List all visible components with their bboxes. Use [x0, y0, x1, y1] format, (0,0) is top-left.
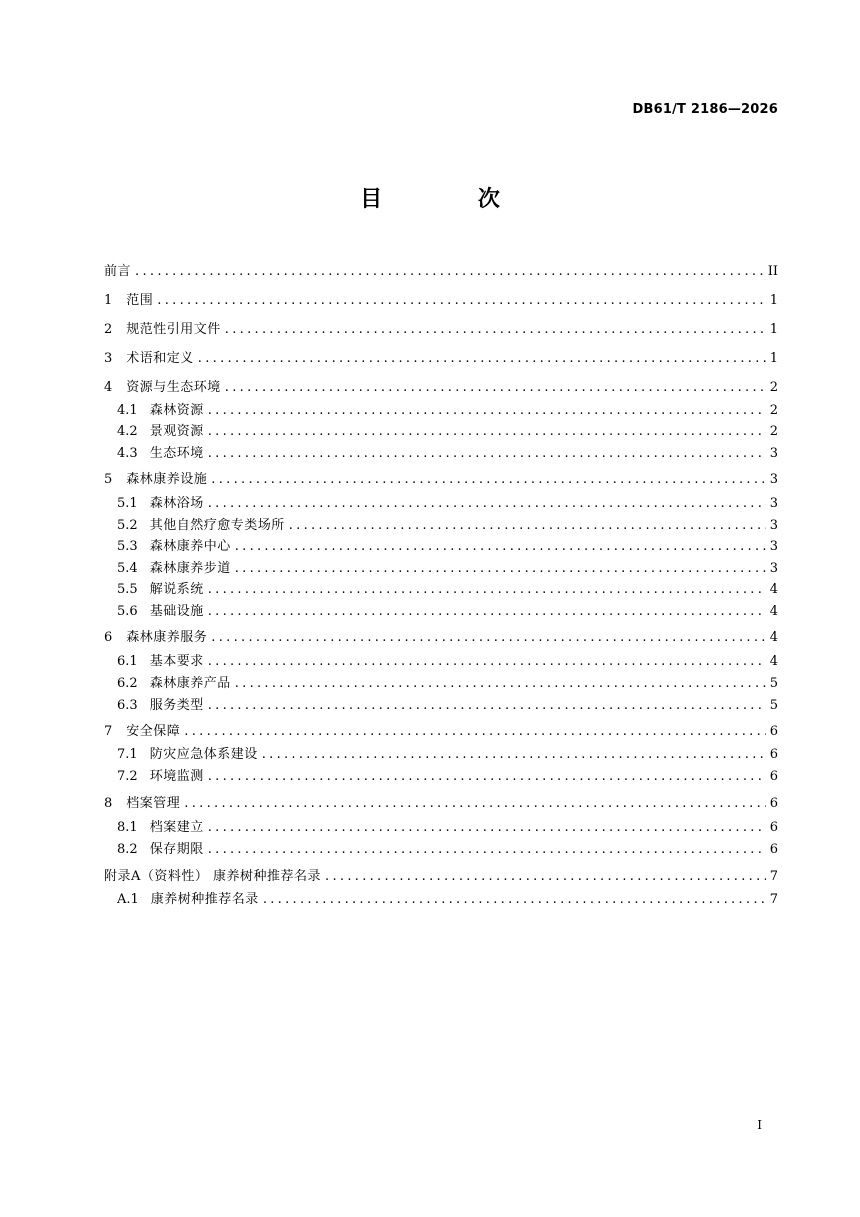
toc-entry-label: 解说系统: [149, 582, 204, 597]
toc-entry-label: 森林康养设施: [126, 472, 208, 487]
toc-entry[interactable]: [104, 470, 778, 490]
toc-entry-label: 基础设施: [149, 604, 204, 619]
toc-leader-dots: [135, 262, 764, 282]
toc-entry-page: 4: [769, 654, 778, 669]
toc-entry-number: 6: [104, 630, 113, 645]
toc-leader-dots: [263, 890, 766, 910]
toc-leader-dots: [208, 494, 766, 514]
toc-entry-number: 6.1: [117, 654, 138, 669]
toc-entry-label: 环境监测: [149, 769, 204, 784]
toc-entry[interactable]: [117, 401, 778, 421]
toc-leader-dots: [235, 537, 766, 557]
toc-entry-page: 1: [769, 322, 778, 337]
toc-entry-number: 6.2: [117, 676, 138, 691]
toc-entry-label: 森林康养步道: [149, 561, 231, 576]
toc-leader-dots: [208, 840, 766, 860]
toc-entry-label: 森林浴场: [149, 496, 204, 511]
toc-entry[interactable]: [104, 349, 778, 369]
toc-entry-page: 3: [769, 446, 778, 461]
toc-leader-dots: [235, 674, 766, 694]
toc-entry-number: 1: [104, 293, 113, 308]
toc-entry-number: 4: [104, 380, 113, 395]
toc-leader-dots: [208, 602, 766, 622]
toc-entry-number: 7: [104, 724, 113, 739]
page-number: I: [757, 1118, 762, 1132]
toc-entry-number: 4.1: [117, 403, 138, 418]
toc-leader-dots: [208, 422, 766, 442]
toc-entry-page: 3: [769, 518, 778, 533]
toc-leader-dots: [225, 320, 766, 340]
toc-entry-number: A.1: [117, 892, 139, 907]
toc-entry[interactable]: [104, 722, 778, 742]
toc-entry[interactable]: [117, 818, 778, 838]
toc-leader-dots: [208, 401, 766, 421]
toc-entry-page: II: [767, 264, 778, 279]
toc-leader-dots: [289, 516, 766, 536]
toc-entry-number: 7.1: [117, 747, 138, 762]
toc-entry-number: 5.4: [117, 561, 138, 576]
toc-entry[interactable]: [117, 580, 778, 600]
toc-entry-number: 8.2: [117, 842, 138, 857]
toc-entry[interactable]: [117, 602, 778, 622]
toc-entry[interactable]: [104, 867, 778, 887]
toc-entry-number: 4.3: [117, 446, 138, 461]
toc-entry-label: 康养树种推荐名录: [150, 892, 259, 907]
toc-entry-number: 5.6: [117, 604, 138, 619]
toc-leader-dots: [184, 794, 765, 814]
toc-entry-page: 2: [769, 403, 778, 418]
toc-entry-number: 4.2: [117, 424, 138, 439]
toc-entry-label: 档案管理: [126, 796, 181, 811]
toc-entry-number: 5.2: [117, 518, 138, 533]
toc-leader-dots: [235, 559, 766, 579]
toc-entry-number: 7.2: [117, 769, 138, 784]
toc-entry-label: 生态环境: [149, 446, 204, 461]
toc-entry-label: 附录A（资料性） 康养树种推荐名录: [104, 869, 322, 884]
toc-entry[interactable]: [117, 444, 778, 464]
toc-leader-dots: [184, 722, 765, 742]
toc-entry-page: 6: [769, 796, 778, 811]
toc-entry-label: 安全保障: [126, 724, 181, 739]
toc-entry-page: 2: [769, 424, 778, 439]
toc-entry-label: 服务类型: [149, 698, 204, 713]
toc-entry[interactable]: [117, 890, 778, 910]
toc-entry[interactable]: [117, 516, 778, 536]
toc-entry[interactable]: [104, 378, 778, 398]
toc-entry-label: 森林资源: [149, 403, 204, 418]
toc-entry-page: 5: [769, 676, 778, 691]
toc-leader-dots: [262, 745, 766, 765]
toc-entry[interactable]: [117, 767, 778, 787]
toc-entry-label: 资源与生态环境: [126, 380, 221, 395]
toc-entry-page: 4: [769, 630, 778, 645]
toc-entry[interactable]: [104, 628, 778, 648]
toc-entry[interactable]: [117, 652, 778, 672]
toc-entry-number: 5.3: [117, 539, 138, 554]
toc-entry-label: 森林康养服务: [126, 630, 208, 645]
toc-entry-number: 5: [104, 472, 113, 487]
toc-entry[interactable]: [117, 745, 778, 765]
toc-leader-dots: [211, 470, 765, 490]
toc-entry[interactable]: [104, 291, 778, 311]
toc-entry-number: 3: [104, 351, 113, 366]
toc-entry-page: 1: [769, 351, 778, 366]
toc-entry[interactable]: [104, 320, 778, 340]
toc-entry-label: 景观资源: [149, 424, 204, 439]
toc-entry-label: 其他自然疗愈专类场所: [149, 518, 285, 533]
toc-entry[interactable]: [117, 559, 778, 579]
toc-leader-dots: [208, 767, 766, 787]
toc-entry[interactable]: [117, 674, 778, 694]
toc-entry-label: 规范性引用文件: [126, 322, 221, 337]
toc-entry-number: 6.3: [117, 698, 138, 713]
toc-title: 目 次: [360, 187, 544, 212]
toc-entry-page: 4: [769, 582, 778, 597]
toc-leader-dots: [208, 696, 766, 716]
toc-entry-number: 5.1: [117, 496, 138, 511]
toc-entry-page: 3: [769, 496, 778, 511]
toc-leader-dots: [208, 444, 766, 464]
toc-entry-page: 1: [769, 293, 778, 308]
toc-entry[interactable]: [117, 840, 778, 860]
toc-entry-number: 2: [104, 322, 113, 337]
toc-entry-page: 7: [769, 869, 778, 884]
toc-entry-number: 5.5: [117, 582, 138, 597]
toc-entry-page: 6: [769, 769, 778, 784]
toc-leader-dots: [325, 867, 766, 887]
toc-leader-dots: [198, 349, 766, 369]
toc-entry[interactable]: [117, 422, 778, 442]
toc-leader-dots: [157, 291, 765, 311]
toc-leader-dots: [208, 580, 766, 600]
toc-leader-dots: [208, 818, 766, 838]
toc-entry[interactable]: [104, 262, 778, 282]
toc-entry-page: 2: [769, 380, 778, 395]
toc-entry-label: 防灾应急体系建设: [149, 747, 258, 762]
toc-entry-page: 6: [769, 820, 778, 835]
toc-entry-label: 森林康养产品: [149, 676, 231, 691]
toc-entry-page: 5: [769, 698, 778, 713]
toc-entry-page: 6: [769, 724, 778, 739]
toc-entry-label: 术语和定义: [126, 351, 194, 366]
toc-entry-page: 7: [769, 892, 778, 907]
toc-entry[interactable]: [104, 794, 778, 814]
toc-leader-dots: [211, 628, 765, 648]
toc-entry-number: 8: [104, 796, 113, 811]
toc-entry-label: 档案建立: [149, 820, 204, 835]
toc-entry-page: 3: [769, 472, 778, 487]
toc-entry-label: 基本要求: [149, 654, 204, 669]
toc-entry-page: 6: [769, 842, 778, 857]
toc-entry-page: 6: [769, 747, 778, 762]
toc-entry-number: 8.1: [117, 820, 138, 835]
toc-leader-dots: [225, 378, 766, 398]
toc-entry-page: 4: [769, 604, 778, 619]
toc-entry-label: 保存期限: [149, 842, 204, 857]
toc-leader-dots: [208, 652, 766, 672]
table-of-contents: [104, 0, 778, 1217]
toc-entry[interactable]: [117, 696, 778, 716]
toc-entry-label: 前言: [104, 264, 132, 279]
toc-entry-label: 森林康养中心: [149, 539, 231, 554]
toc-entry-page: 3: [769, 539, 778, 554]
toc-entry[interactable]: [117, 494, 778, 514]
document-code: DB61/T 2186—2026: [632, 102, 778, 117]
toc-entry-label: 范围: [126, 293, 154, 308]
toc-entry[interactable]: [117, 537, 778, 557]
toc-entry-page: 3: [769, 561, 778, 576]
